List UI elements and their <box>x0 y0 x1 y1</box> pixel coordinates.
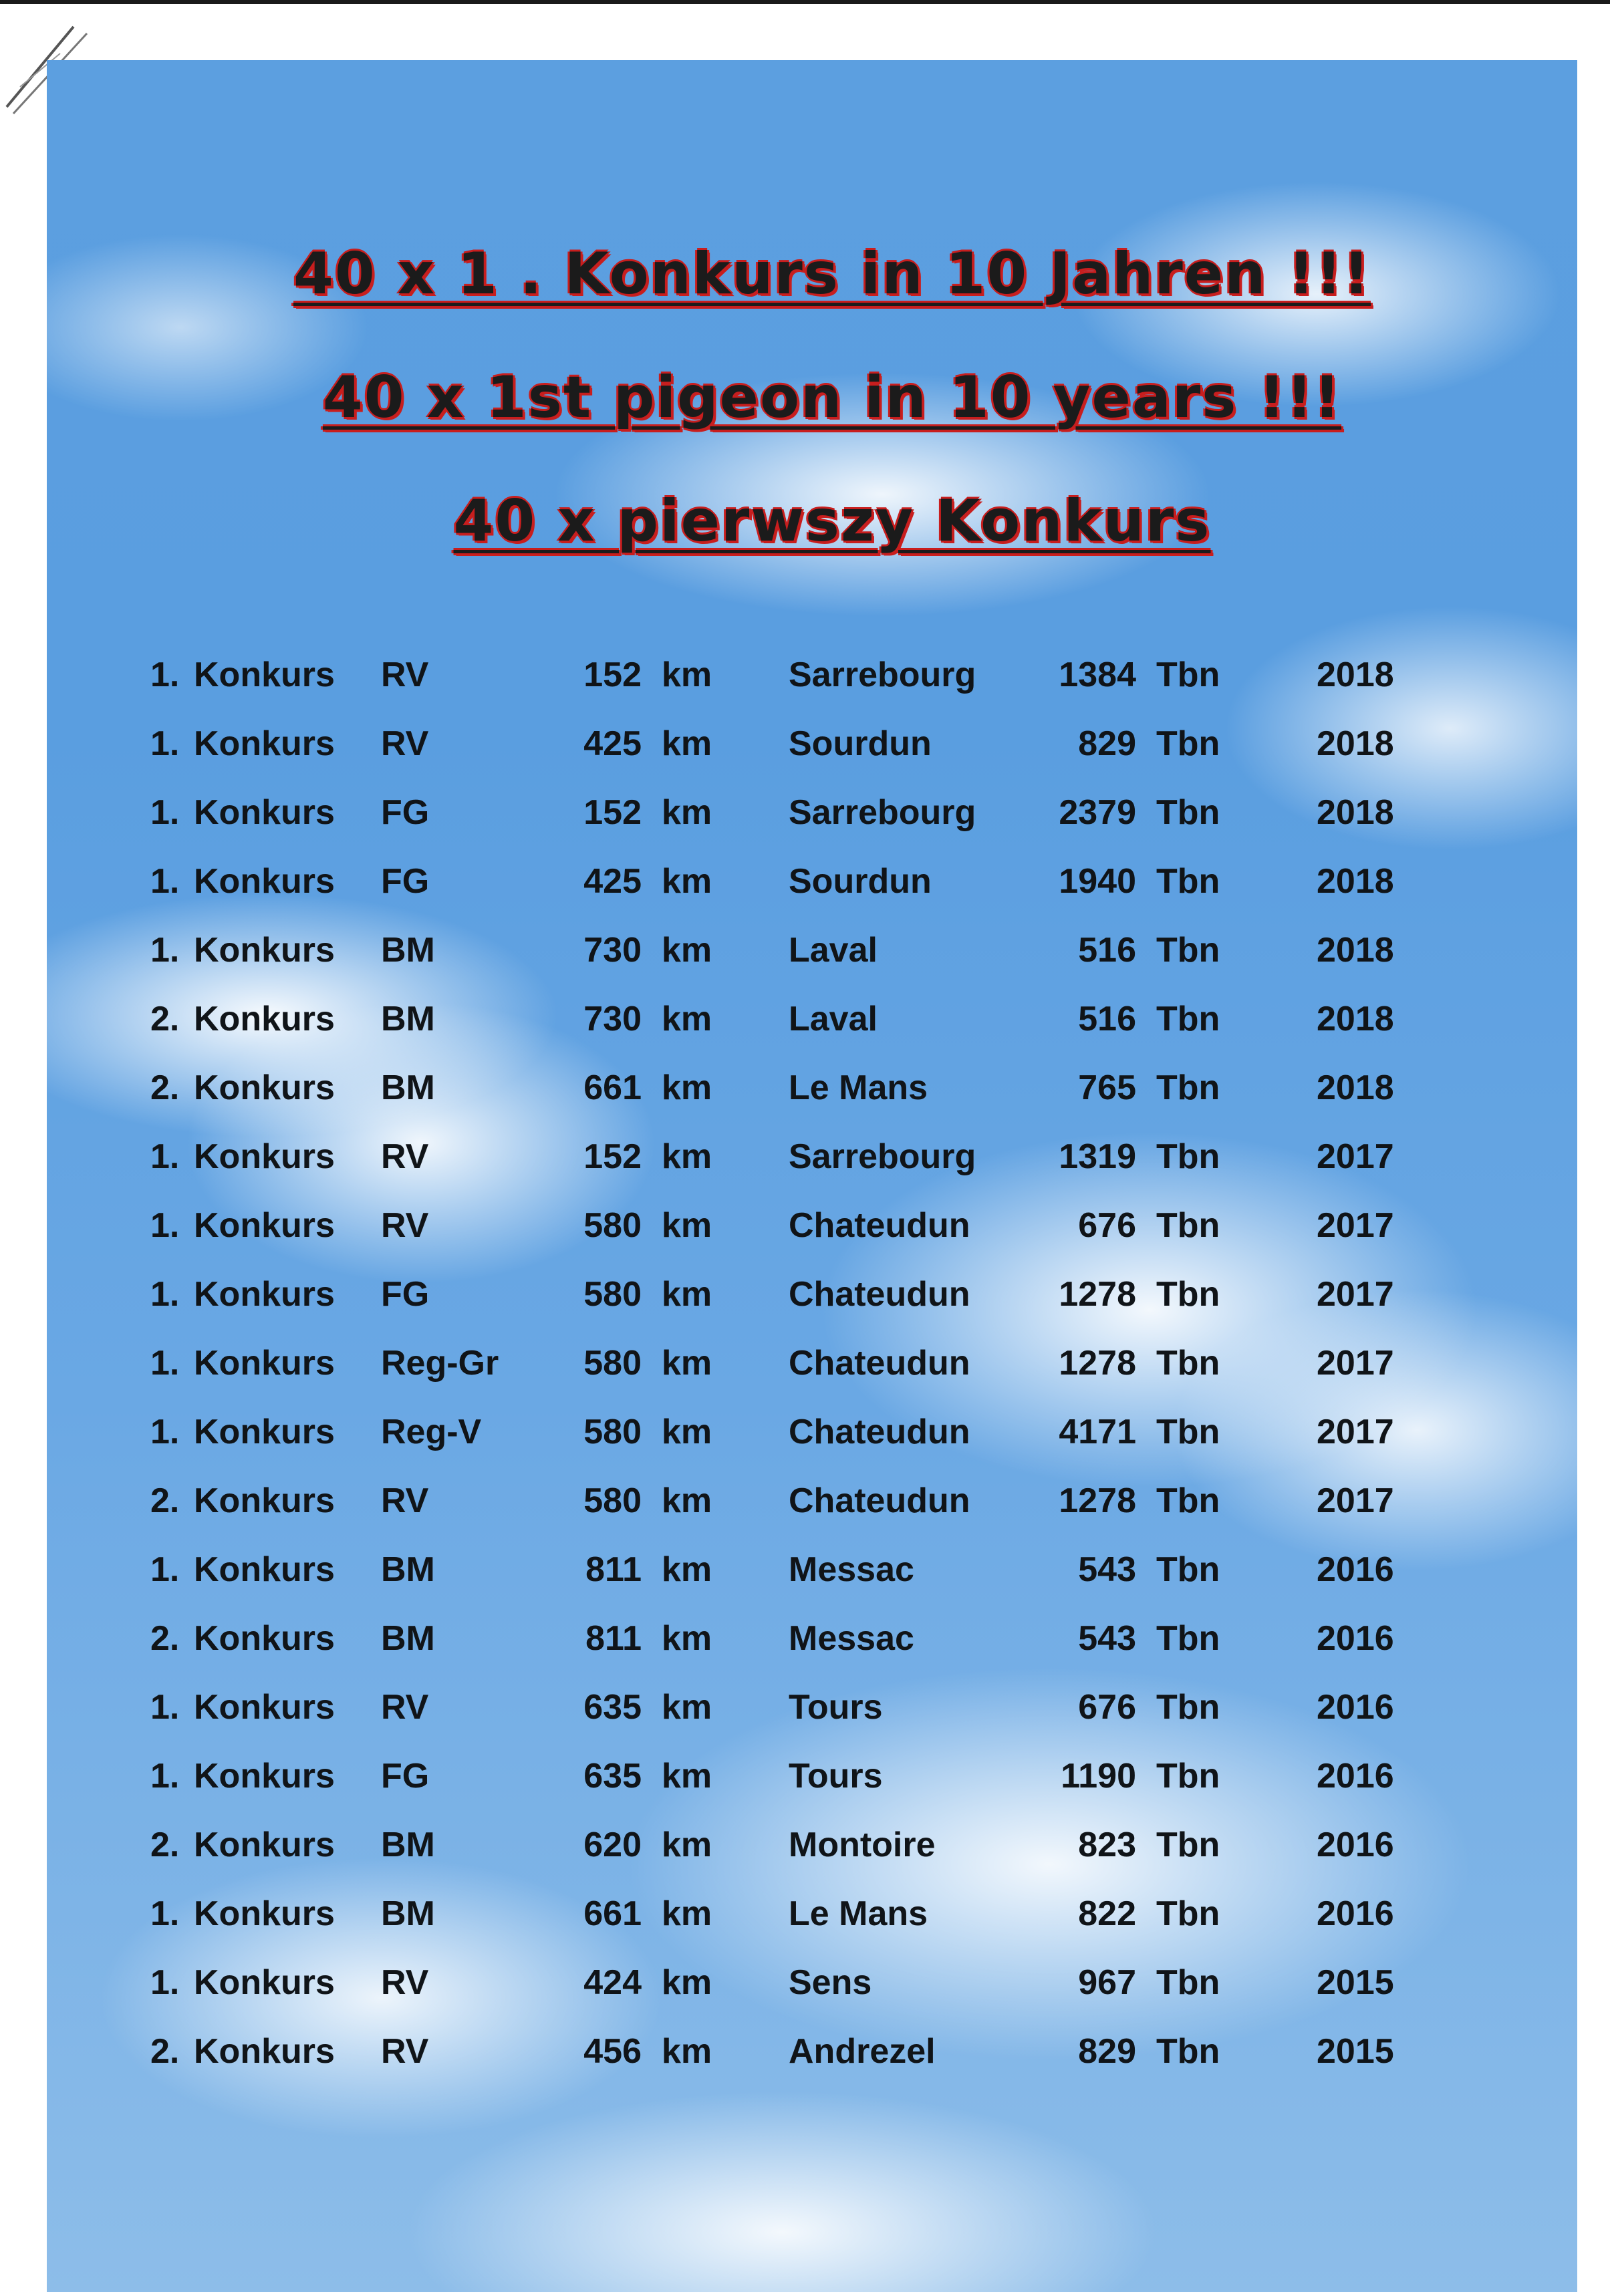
city-cell: Tours <box>789 1688 883 1727</box>
section-cell: BM <box>381 1826 435 1864</box>
city-cell: Chateudun <box>789 1413 970 1451</box>
label-cell: Konkurs <box>194 1000 335 1038</box>
unit-cell: km <box>662 724 712 763</box>
unit-cell: km <box>662 1894 712 1933</box>
year-cell: 2018 <box>1317 724 1394 763</box>
city-cell: Tours <box>789 1757 883 1796</box>
city-cell: Sourdun <box>789 724 932 763</box>
result-row <box>47 1687 1577 1756</box>
results-list <box>47 655 1577 2100</box>
section-cell: RV <box>381 1206 429 1245</box>
place-cell: 1. <box>150 1206 180 1245</box>
unit-cell: km <box>662 2032 712 2071</box>
section-cell: BM <box>381 1894 435 1933</box>
label-cell: Konkurs <box>194 1275 335 1314</box>
section-cell: RV <box>381 2032 429 2071</box>
section-cell: FG <box>381 1757 430 1796</box>
birds-unit-cell: Tbn <box>1156 1000 1220 1038</box>
birds-count-cell: 822 <box>1078 1894 1136 1933</box>
label-cell: Konkurs <box>194 793 335 832</box>
distance-cell: 580 <box>583 1413 642 1451</box>
label-cell: Konkurs <box>194 1481 335 1520</box>
distance-cell: 635 <box>583 1688 642 1727</box>
unit-cell: km <box>662 1826 712 1864</box>
unit-cell: km <box>662 1000 712 1038</box>
year-cell: 2016 <box>1317 1619 1394 1658</box>
birds-unit-cell: Tbn <box>1156 1206 1220 1245</box>
label-cell: Konkurs <box>194 1894 335 1933</box>
year-cell: 2015 <box>1317 2032 1394 2071</box>
label-cell: Konkurs <box>194 1068 335 1107</box>
result-row <box>47 1618 1577 1687</box>
unit-cell: km <box>662 931 712 970</box>
result-row <box>47 1205 1577 1274</box>
unit-cell: km <box>662 1275 712 1314</box>
birds-count-cell: 543 <box>1078 1619 1136 1658</box>
birds-count-cell: 676 <box>1078 1688 1136 1727</box>
unit-cell: km <box>662 1137 712 1176</box>
birds-count-cell: 1278 <box>1059 1344 1136 1383</box>
birds-count-cell: 516 <box>1078 931 1136 970</box>
place-cell: 1. <box>150 1413 180 1451</box>
place-cell: 1. <box>150 1550 180 1589</box>
result-row <box>47 1894 1577 1963</box>
city-cell: Sourdun <box>789 862 932 901</box>
result-row <box>47 2031 1577 2100</box>
city-cell: Chateudun <box>789 1344 970 1383</box>
birds-count-cell: 1278 <box>1059 1481 1136 1520</box>
section-cell: FG <box>381 1275 430 1314</box>
unit-cell: km <box>662 1344 712 1383</box>
place-cell: 1. <box>150 1757 180 1796</box>
unit-cell: km <box>662 656 712 694</box>
city-cell: Laval <box>789 931 878 970</box>
distance-cell: 811 <box>585 1619 642 1658</box>
result-row <box>47 793 1577 861</box>
distance-cell: 425 <box>583 862 642 901</box>
birds-unit-cell: Tbn <box>1156 1894 1220 1933</box>
result-row <box>47 655 1577 724</box>
year-cell: 2018 <box>1317 656 1394 694</box>
unit-cell: km <box>662 1688 712 1727</box>
result-row <box>47 930 1577 999</box>
city-cell: Montoire <box>789 1826 936 1864</box>
city-cell: Sarrebourg <box>789 793 976 832</box>
distance-cell: 580 <box>583 1344 642 1383</box>
birds-unit-cell: Tbn <box>1156 793 1220 832</box>
city-cell: Le Mans <box>789 1068 928 1107</box>
result-row <box>47 1550 1577 1618</box>
label-cell: Konkurs <box>194 1826 335 1864</box>
birds-unit-cell: Tbn <box>1156 1413 1220 1451</box>
distance-cell: 730 <box>583 931 642 970</box>
result-row <box>47 1481 1577 1550</box>
label-cell: Konkurs <box>194 2032 335 2071</box>
city-cell: Sarrebourg <box>789 1137 976 1176</box>
place-cell: 2. <box>150 1619 180 1658</box>
city-cell: Andrezel <box>789 2032 936 2071</box>
result-row <box>47 1343 1577 1412</box>
distance-cell: 811 <box>585 1550 642 1589</box>
birds-count-cell: 1190 <box>1061 1757 1136 1796</box>
birds-count-cell: 1940 <box>1059 862 1136 901</box>
label-cell: Konkurs <box>194 1137 335 1176</box>
distance-cell: 424 <box>583 1963 642 2002</box>
birds-unit-cell: Tbn <box>1156 724 1220 763</box>
title-english: 40 x 1st pigeon in 10 years !!! <box>322 364 1342 431</box>
year-cell: 2015 <box>1317 1963 1394 2002</box>
place-cell: 1. <box>150 656 180 694</box>
label-cell: Konkurs <box>194 1757 335 1796</box>
label-cell: Konkurs <box>194 1413 335 1451</box>
year-cell: 2016 <box>1317 1757 1394 1796</box>
sky-background-sheet <box>47 60 1577 2292</box>
distance-cell: 152 <box>583 656 642 694</box>
place-cell: 1. <box>150 1137 180 1176</box>
birds-count-cell: 765 <box>1078 1068 1136 1107</box>
place-cell: 2. <box>150 1000 180 1038</box>
distance-cell: 152 <box>583 793 642 832</box>
place-cell: 2. <box>150 1826 180 1864</box>
birds-count-cell: 516 <box>1078 1000 1136 1038</box>
section-cell: RV <box>381 1481 429 1520</box>
result-row <box>47 1412 1577 1481</box>
section-cell: BM <box>381 1068 435 1107</box>
city-cell: Chateudun <box>789 1481 970 1520</box>
birds-count-cell: 1319 <box>1059 1137 1136 1176</box>
section-cell: RV <box>381 656 429 694</box>
unit-cell: km <box>662 1068 712 1107</box>
year-cell: 2016 <box>1317 1550 1394 1589</box>
year-cell: 2017 <box>1317 1481 1394 1520</box>
birds-count-cell: 829 <box>1078 724 1136 763</box>
distance-cell: 730 <box>583 1000 642 1038</box>
city-cell: Sens <box>789 1963 872 2002</box>
birds-count-cell: 676 <box>1078 1206 1136 1245</box>
result-row <box>47 1274 1577 1343</box>
year-cell: 2017 <box>1317 1344 1394 1383</box>
place-cell: 1. <box>150 931 180 970</box>
distance-cell: 425 <box>583 724 642 763</box>
unit-cell: km <box>662 862 712 901</box>
title-polish: 40 x pierwszy Konkurs <box>453 488 1211 555</box>
city-cell: Laval <box>789 1000 878 1038</box>
birds-count-cell: 1278 <box>1059 1275 1136 1314</box>
result-row <box>47 861 1577 930</box>
result-row <box>47 1963 1577 2031</box>
birds-count-cell: 823 <box>1078 1826 1136 1864</box>
place-cell: 1. <box>150 1894 180 1933</box>
birds-unit-cell: Tbn <box>1156 1344 1220 1383</box>
section-cell: BM <box>381 931 435 970</box>
label-cell: Konkurs <box>194 1344 335 1383</box>
birds-unit-cell: Tbn <box>1156 1275 1220 1314</box>
year-cell: 2018 <box>1317 862 1394 901</box>
section-cell: RV <box>381 1137 429 1176</box>
place-cell: 2. <box>150 1481 180 1520</box>
section-cell: Reg-V <box>381 1413 482 1451</box>
unit-cell: km <box>662 1619 712 1658</box>
city-cell: Sarrebourg <box>789 656 976 694</box>
section-cell: BM <box>381 1000 435 1038</box>
distance-cell: 580 <box>583 1206 642 1245</box>
place-cell: 1. <box>150 1344 180 1383</box>
birds-unit-cell: Tbn <box>1156 862 1220 901</box>
birds-unit-cell: Tbn <box>1156 656 1220 694</box>
birds-count-cell: 4171 <box>1059 1413 1136 1451</box>
year-cell: 2018 <box>1317 1000 1394 1038</box>
place-cell: 1. <box>150 724 180 763</box>
birds-unit-cell: Tbn <box>1156 1688 1220 1727</box>
result-row <box>47 1137 1577 1205</box>
birds-unit-cell: Tbn <box>1156 1619 1220 1658</box>
section-cell: FG <box>381 862 430 901</box>
result-row <box>47 724 1577 793</box>
result-row <box>47 1756 1577 1825</box>
section-cell: BM <box>381 1550 435 1589</box>
result-row <box>47 999 1577 1068</box>
distance-cell: 580 <box>583 1481 642 1520</box>
unit-cell: km <box>662 1963 712 2002</box>
unit-cell: km <box>662 1413 712 1451</box>
city-cell: Chateudun <box>789 1206 970 1245</box>
city-cell: Messac <box>789 1550 914 1589</box>
distance-cell: 620 <box>583 1826 642 1864</box>
unit-cell: km <box>662 793 712 832</box>
distance-cell: 580 <box>583 1275 642 1314</box>
distance-cell: 661 <box>583 1894 642 1933</box>
place-cell: 1. <box>150 1275 180 1314</box>
year-cell: 2016 <box>1317 1894 1394 1933</box>
place-cell: 2. <box>150 1068 180 1107</box>
city-cell: Le Mans <box>789 1894 928 1933</box>
place-cell: 1. <box>150 1963 180 2002</box>
city-cell: Chateudun <box>789 1275 970 1314</box>
title-german: 40 x 1 . Konkurs in 10 Jahren !!! <box>293 241 1371 307</box>
label-cell: Konkurs <box>194 931 335 970</box>
birds-unit-cell: Tbn <box>1156 1550 1220 1589</box>
birds-unit-cell: Tbn <box>1156 1068 1220 1107</box>
section-cell: FG <box>381 793 430 832</box>
birds-unit-cell: Tbn <box>1156 2032 1220 2071</box>
birds-unit-cell: Tbn <box>1156 1137 1220 1176</box>
section-cell: RV <box>381 724 429 763</box>
label-cell: Konkurs <box>194 1206 335 1245</box>
birds-count-cell: 1384 <box>1059 656 1136 694</box>
year-cell: 2018 <box>1317 793 1394 832</box>
section-cell: BM <box>381 1619 435 1658</box>
section-cell: Reg-Gr <box>381 1344 499 1383</box>
birds-count-cell: 967 <box>1078 1963 1136 2002</box>
place-cell: 1. <box>150 862 180 901</box>
place-cell: 2. <box>150 2032 180 2071</box>
birds-unit-cell: Tbn <box>1156 1826 1220 1864</box>
birds-count-cell: 543 <box>1078 1550 1136 1589</box>
place-cell: 1. <box>150 1688 180 1727</box>
unit-cell: km <box>662 1550 712 1589</box>
year-cell: 2016 <box>1317 1826 1394 1864</box>
distance-cell: 456 <box>583 2032 642 2071</box>
label-cell: Konkurs <box>194 724 335 763</box>
distance-cell: 152 <box>583 1137 642 1176</box>
label-cell: Konkurs <box>194 1619 335 1658</box>
unit-cell: km <box>662 1481 712 1520</box>
section-cell: RV <box>381 1963 429 2002</box>
label-cell: Konkurs <box>194 862 335 901</box>
year-cell: 2018 <box>1317 931 1394 970</box>
unit-cell: km <box>662 1206 712 1245</box>
year-cell: 2017 <box>1317 1275 1394 1314</box>
birds-unit-cell: Tbn <box>1156 1963 1220 2002</box>
label-cell: Konkurs <box>194 656 335 694</box>
label-cell: Konkurs <box>194 1963 335 2002</box>
city-cell: Messac <box>789 1619 914 1658</box>
label-cell: Konkurs <box>194 1688 335 1727</box>
distance-cell: 635 <box>583 1757 642 1796</box>
birds-unit-cell: Tbn <box>1156 1757 1220 1796</box>
year-cell: 2018 <box>1317 1068 1394 1107</box>
year-cell: 2017 <box>1317 1137 1394 1176</box>
year-cell: 2017 <box>1317 1413 1394 1451</box>
birds-unit-cell: Tbn <box>1156 931 1220 970</box>
result-row <box>47 1068 1577 1137</box>
place-cell: 1. <box>150 793 180 832</box>
section-cell: RV <box>381 1688 429 1727</box>
year-cell: 2017 <box>1317 1206 1394 1245</box>
distance-cell: 661 <box>583 1068 642 1107</box>
birds-count-cell: 829 <box>1078 2032 1136 2071</box>
unit-cell: km <box>662 1757 712 1796</box>
result-row <box>47 1825 1577 1894</box>
scan-top-edge <box>0 0 1610 4</box>
label-cell: Konkurs <box>194 1550 335 1589</box>
year-cell: 2016 <box>1317 1688 1394 1727</box>
birds-count-cell: 2379 <box>1059 793 1136 832</box>
birds-unit-cell: Tbn <box>1156 1481 1220 1520</box>
